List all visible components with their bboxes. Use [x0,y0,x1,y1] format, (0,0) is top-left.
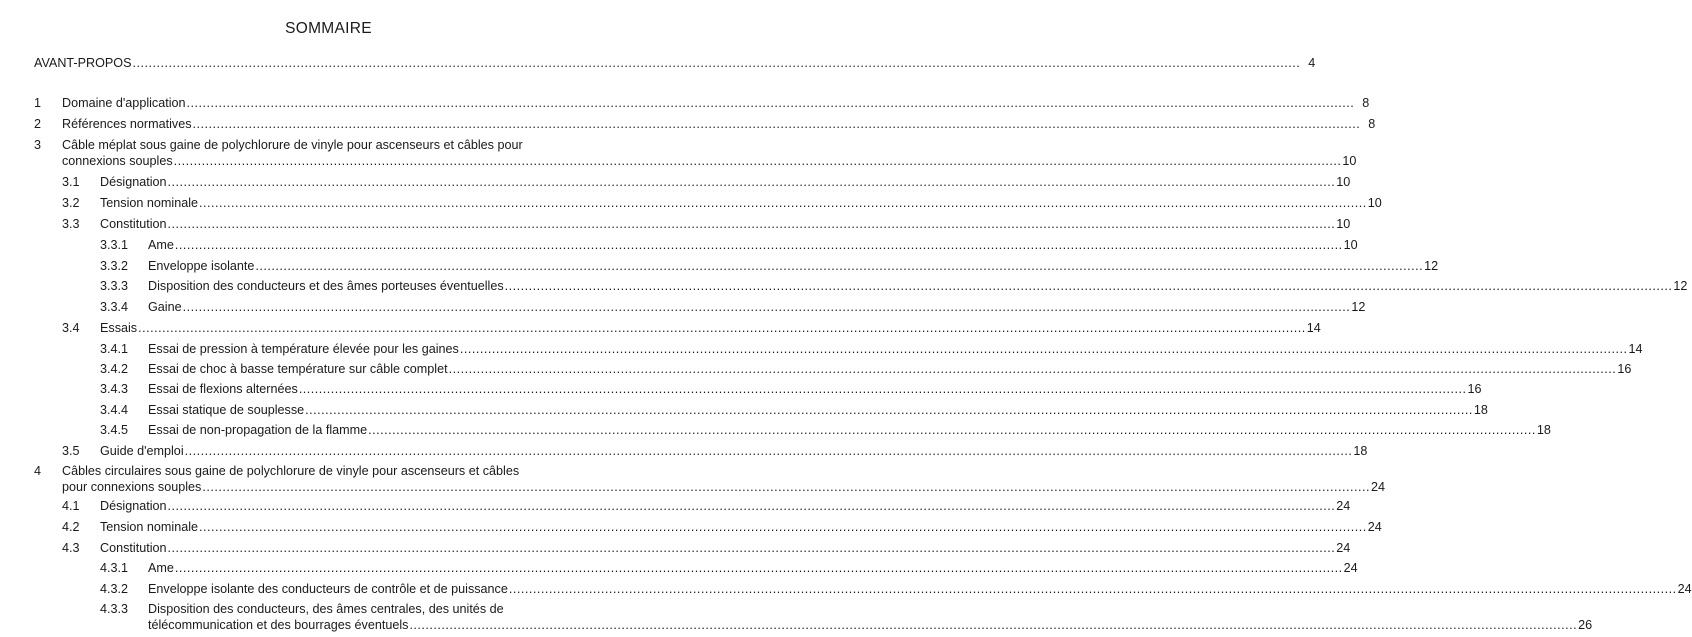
toc-page-number: 24 [1343,561,1358,575]
toc-page-number: 16 [1617,362,1632,376]
toc-entry-4-3-2[interactable] [100,580,1692,598]
toc-entry-text: Ame [148,561,174,575]
toc-page-number: 8 [1368,117,1376,131]
toc-entry-3-1[interactable] [62,173,1351,191]
dot-leader [185,442,1353,460]
toc-entry-text: Constitution [100,217,167,231]
toc-entry-text: Essai statique de souplesse [148,403,305,417]
toc-entry-text: Essai de non-propagation de la flamme [148,423,368,437]
toc-entry-3[interactable] [62,152,1357,170]
toc-page-number: 10 [1342,154,1357,168]
toc-section-number: 3.4 [62,321,80,335]
toc-page-number: 10 [1336,175,1351,189]
dot-leader [138,319,1306,337]
dot-leader [199,518,1367,536]
toc-entry-3-3-3[interactable] [100,277,1688,295]
toc-entry-text: Enveloppe isolante [148,259,255,273]
dot-leader [193,115,1361,133]
dot-leader [168,539,1336,557]
dot-leader [449,360,1617,378]
toc-page-number: 24 [1336,499,1351,513]
toc-entry-2[interactable] [34,115,1376,133]
toc-entry-3-4-1[interactable] [100,340,1643,358]
toc-entry-4-3-1[interactable] [100,559,1358,577]
toc-entry-text: Enveloppe isolante des conducteurs de contrôle et de puissance [148,582,508,596]
toc-section-number: 3.5 [62,444,80,458]
toc-entry-text: pour connexions souples [62,480,202,494]
dot-leader [460,340,1628,358]
dot-leader [175,236,1343,254]
dot-leader [202,478,1370,496]
toc-section-number: 3.3.3 [100,279,129,293]
toc-page-number: 18 [1536,423,1551,437]
toc-entry-4-3-3[interactable] [148,616,1593,634]
toc-entry-4-1[interactable] [62,497,1351,515]
toc-page-number: 8 [1362,96,1370,110]
dot-leader [168,173,1336,191]
dot-leader [255,257,1423,275]
toc-section-number: 4.3.1 [100,561,129,575]
dot-leader [299,380,1467,398]
toc-entry-1[interactable] [34,94,1370,112]
toc-entry-text: Domaine d'application [62,96,186,110]
toc-entry-text-line1: Câble méplat sous gaine de polychlorure de vinyle pour ascenseurs et câbles pour [62,138,523,152]
toc-page-number: 12 [1351,300,1366,314]
toc-entry-text: Guide d'emploi [100,444,184,458]
toc-page-number: 10 [1367,196,1382,210]
toc-section-number: 3.4.1 [100,342,129,356]
toc-entry-3-3-4[interactable] [100,298,1366,316]
dot-leader [168,215,1336,233]
toc-page-number: 14 [1306,321,1321,335]
toc-entry-3-4-3[interactable] [100,380,1482,398]
toc-entry-text: Essai de choc à basse température sur câble complet [148,362,448,376]
toc-section-number: 3.1 [62,175,80,189]
toc-section-number: 3.4.2 [100,362,129,376]
toc-entry-4-3[interactable] [62,539,1351,557]
toc-entry-3-4-2[interactable] [100,360,1632,378]
toc-page-number: 18 [1353,444,1368,458]
toc-page-number: 24 [1677,582,1692,596]
toc-page-number: 16 [1467,382,1482,396]
toc-section-number: 3.3 [62,217,80,231]
toc-entry-text: Références normatives [62,117,192,131]
toc-page-number: 24 [1336,541,1351,555]
toc-entry-text: Disposition des conducteurs et des âmes porteuses éventuelles [148,279,504,293]
toc-entry-3-3[interactable] [62,215,1351,233]
toc-entry-text-line1: Câbles circulaires sous gaine de polychlorure de vinyle pour ascenseurs et câbles [62,464,520,478]
toc-entry-3-3-2[interactable] [100,257,1439,275]
toc-entry-text: connexions souples [62,154,173,168]
toc-entry-text: Désignation [100,175,167,189]
toc-page-number: 24 [1367,520,1382,534]
dot-leader [199,194,1367,212]
toc-section-number: 4 [34,464,42,478]
toc-entry-text: Essai de pression à température élevée pour les gaines [148,342,459,356]
dot-leader [187,94,1355,112]
toc-page-number: 18 [1473,403,1488,417]
dot-leader [168,497,1336,515]
toc-section-number: 3.3.4 [100,300,129,314]
toc-page-number: 12 [1673,279,1688,293]
toc-entry-3-3-1[interactable] [100,236,1358,254]
dot-leader [505,277,1673,295]
dot-leader [174,152,1342,170]
toc-section-number: 4.2 [62,520,80,534]
toc-section-number: 4.3.2 [100,582,129,596]
toc-page-number: 10 [1336,217,1351,231]
toc-entry-3-2[interactable] [62,194,1382,212]
toc-section-number: 3.4.5 [100,423,129,437]
toc-section-number: 3 [34,138,42,152]
toc-page-number: 26 [1578,618,1593,632]
toc-entry-4[interactable] [62,478,1386,496]
toc-entry-text: Tension nominale [100,520,199,534]
toc-entry-text: Tension nominale [100,196,199,210]
toc-section-number: 3.4.3 [100,382,129,396]
toc-entry-3-5[interactable] [62,442,1368,460]
toc-section-number: 2 [34,117,42,131]
toc-entry-text: télécommunication et des bourrages éventuels [148,618,409,632]
dot-leader [368,421,1536,439]
dot-leader [183,298,1351,316]
toc-entry-text: Désignation [100,499,167,513]
toc-section-number: 4.1 [62,499,80,513]
dot-leader [175,559,1343,577]
toc-entry-text: AVANT-PROPOS [34,56,132,70]
toc-entry-text: Gaine [148,300,182,314]
dot-leader [409,616,1577,634]
dot-leader [305,401,1473,419]
toc-entry-text: Constitution [100,541,167,555]
toc-entry-3-4[interactable] [62,319,1321,337]
toc-title: SOMMAIRE [285,20,372,37]
toc-entry-3-4-5[interactable] [100,421,1551,439]
dot-leader [509,580,1677,598]
toc-section-number: 3.3.2 [100,259,129,273]
dot-leader [133,54,1301,72]
toc-entry-text: Essais [100,321,138,335]
toc-entry-text: Essai de flexions alternées [148,382,298,396]
toc-page-number: 14 [1628,342,1643,356]
toc-entry-avant-propos[interactable] [34,54,1316,72]
toc-page-number: 4 [1308,56,1316,70]
toc-section-number: 4.3 [62,541,80,555]
toc-page-number: 10 [1343,238,1358,252]
toc-page-number: 24 [1371,480,1386,494]
toc-section-number: 4.3.3 [100,602,129,616]
toc-section-number: 3.4.4 [100,403,129,417]
toc-entry-3-4-4[interactable] [100,401,1488,419]
toc-section-number: 3.3.1 [100,238,129,252]
toc-entry-4-2[interactable] [62,518,1382,536]
toc-entry-text-line1: Disposition des conducteurs, des âmes centrales, des unités de [148,602,504,616]
toc-entry-text: Ame [148,238,174,252]
toc-section-number: 3.2 [62,196,80,210]
toc-page-number: 12 [1424,259,1439,273]
toc-section-number: 1 [34,96,42,110]
